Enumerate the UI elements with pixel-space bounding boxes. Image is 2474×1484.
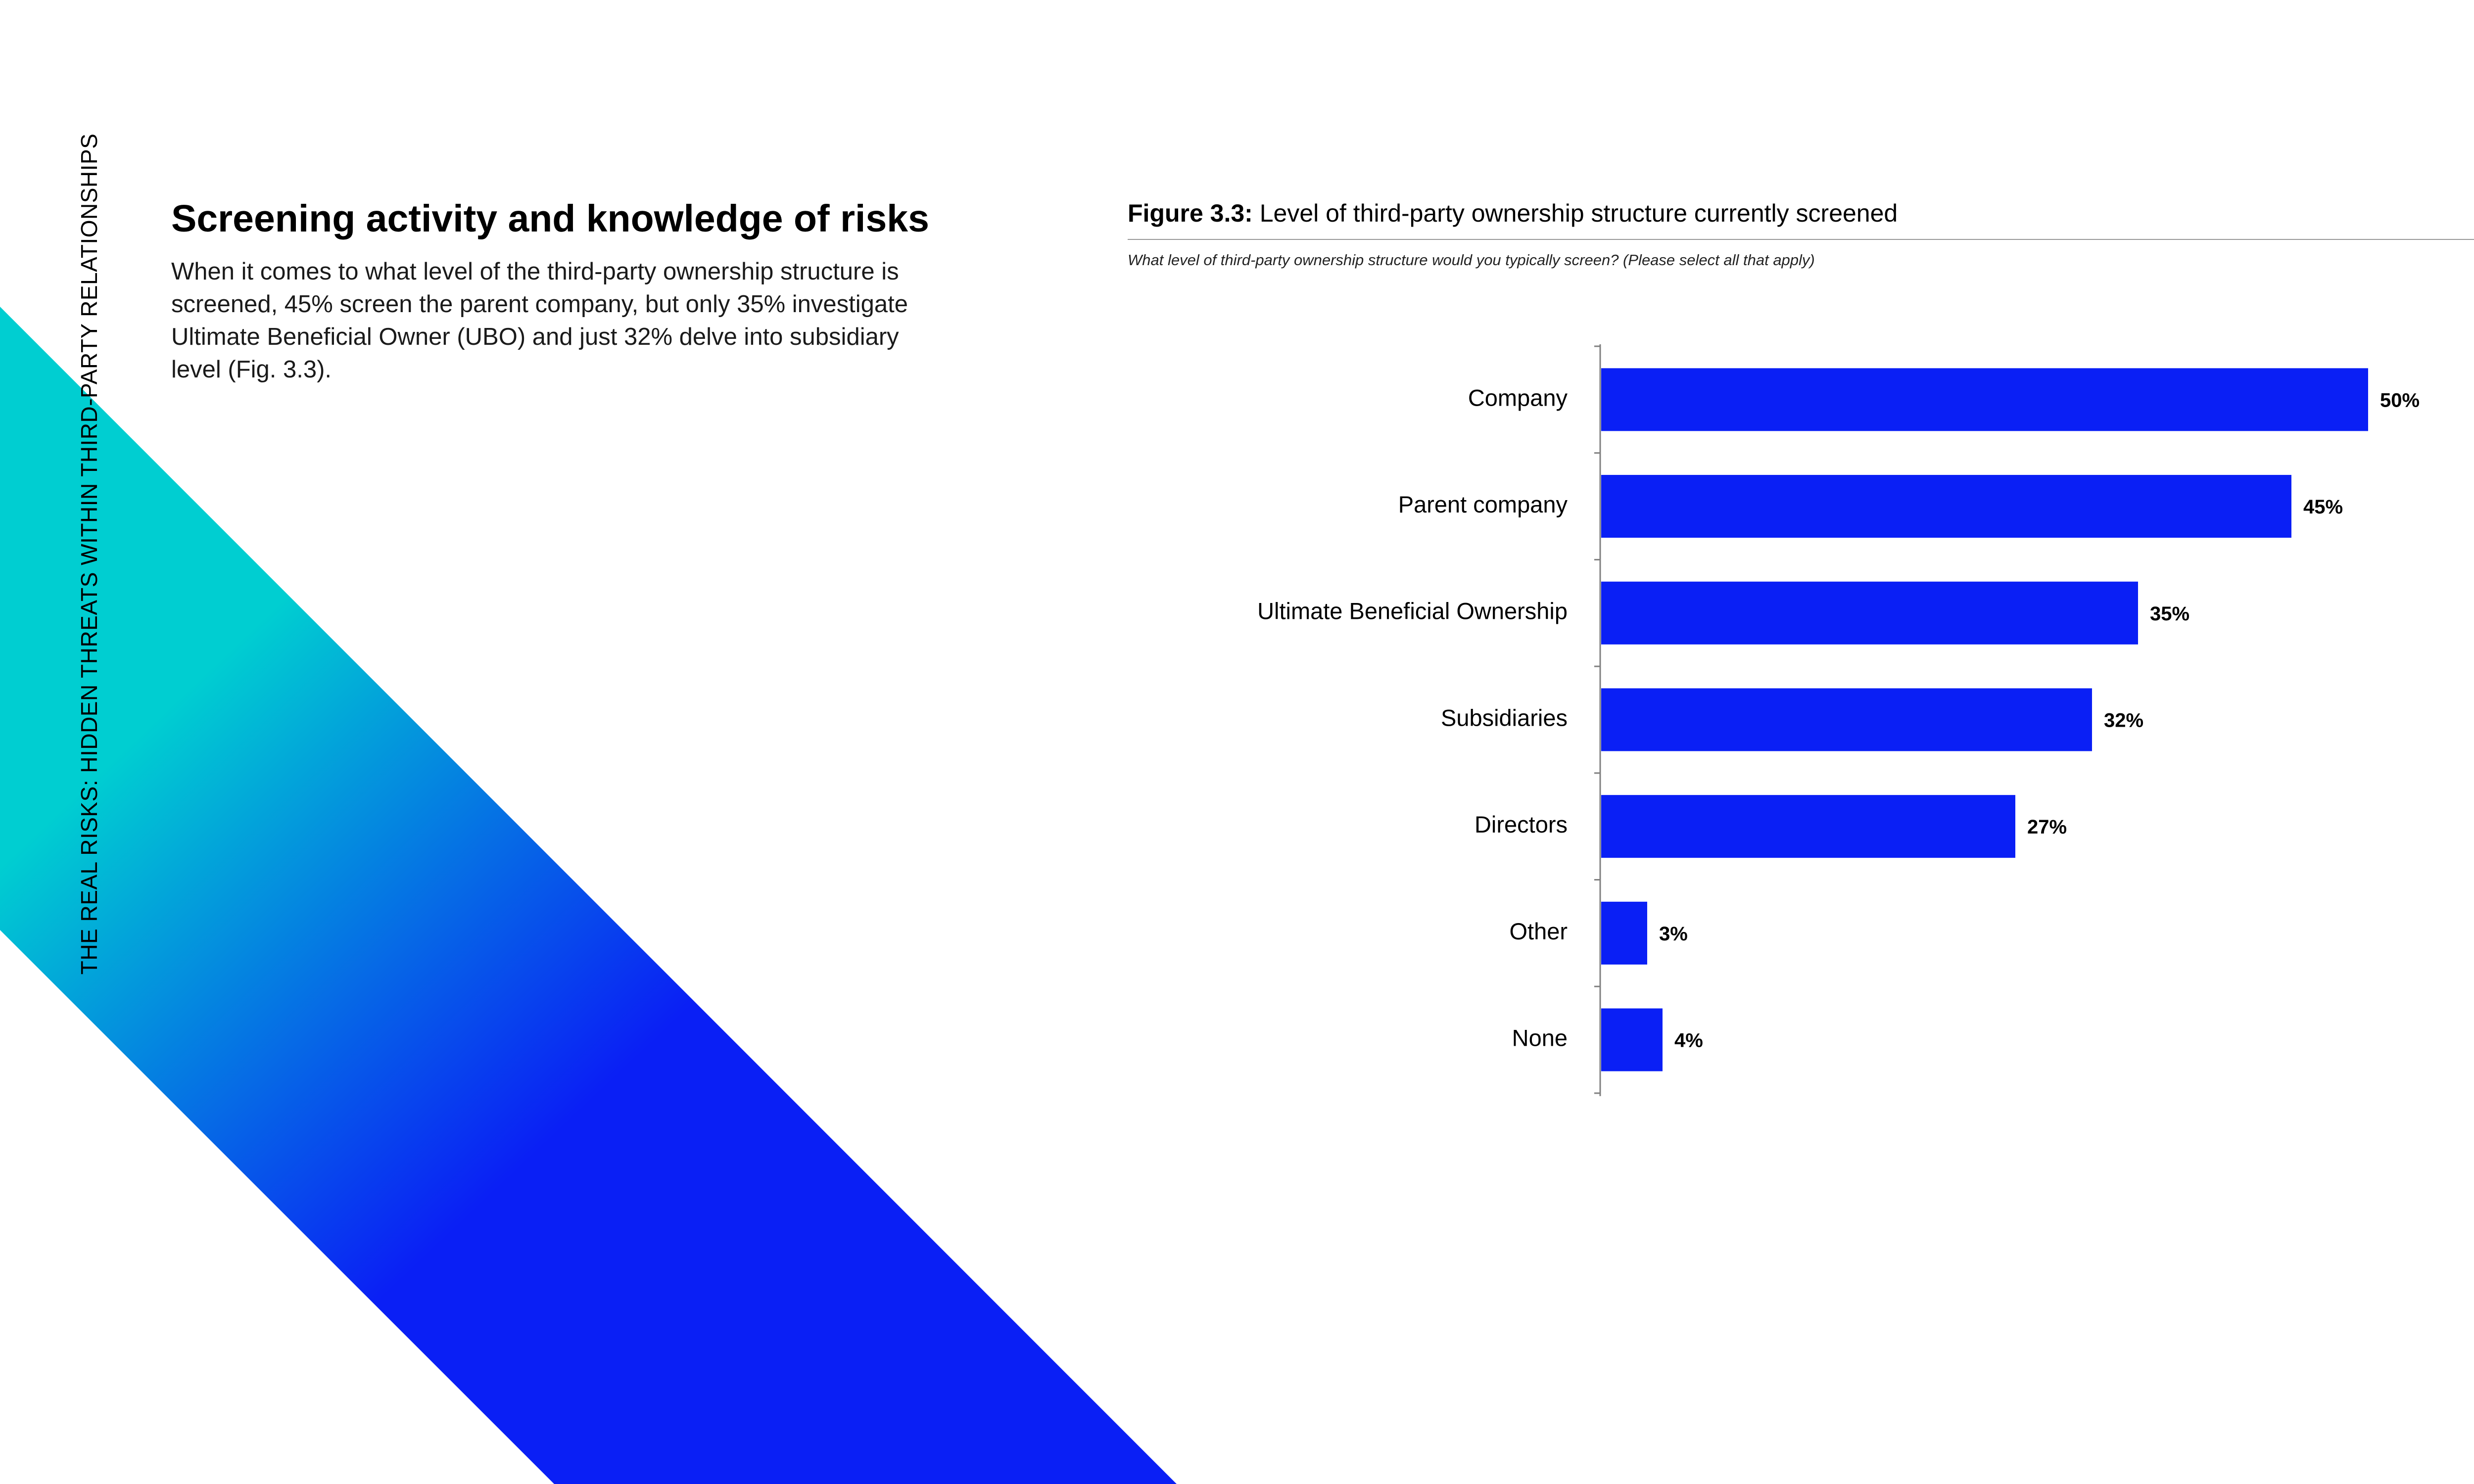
bar (1601, 475, 2291, 538)
sidebar-report-title: THE REAL RISKS: HIDDEN THREATS WITHIN THIRD-PARTY RELATIONSHIPS (76, 133, 102, 975)
bar (1601, 688, 2092, 751)
value-label: 4% (1674, 1029, 1703, 1052)
category-label: Subsidiaries (1440, 704, 1568, 731)
category-label: Company (1468, 384, 1568, 411)
category-label: Other (1509, 918, 1568, 944)
figure-title (1128, 199, 1898, 228)
value-label: 35% (2150, 603, 2190, 625)
value-label: 27% (2027, 816, 2067, 838)
value-label: 3% (1659, 923, 1688, 945)
figure-question: What level of third-party ownership structure would you typically screen? (Please select all that apply) (1128, 251, 1815, 269)
category-label: Directors (1474, 811, 1568, 838)
bar (1601, 582, 2138, 645)
section-body-text: When it comes to what level of the third-party ownership structure is screened, 45% screen the parent company, but only 35% investigate Ultimate Beneficial Owner (UBO) and just 32% delve into subsidiary level (Fig. 3.3). (171, 258, 908, 383)
value-label: 50% (2380, 389, 2420, 412)
bar (1601, 795, 2015, 858)
figure-divider (1128, 239, 2474, 240)
bar-chart (1128, 326, 2474, 1098)
value-label: 32% (2104, 709, 2144, 732)
figure-title-text: Level of third-party ownership structure currently screened (1259, 199, 1898, 227)
category-label: None (1512, 1024, 1568, 1051)
category-label: Parent company (1398, 491, 1568, 517)
bar (1601, 902, 1647, 965)
value-label: 45% (2303, 496, 2343, 518)
figure-label: Figure 3.3: (1128, 199, 1253, 227)
bar (1601, 368, 2368, 431)
category-label: Ultimate Beneficial Ownership (1257, 598, 1568, 624)
bar (1601, 1009, 1663, 1071)
section-title: Screening activity and knowledge of risks (171, 197, 929, 240)
